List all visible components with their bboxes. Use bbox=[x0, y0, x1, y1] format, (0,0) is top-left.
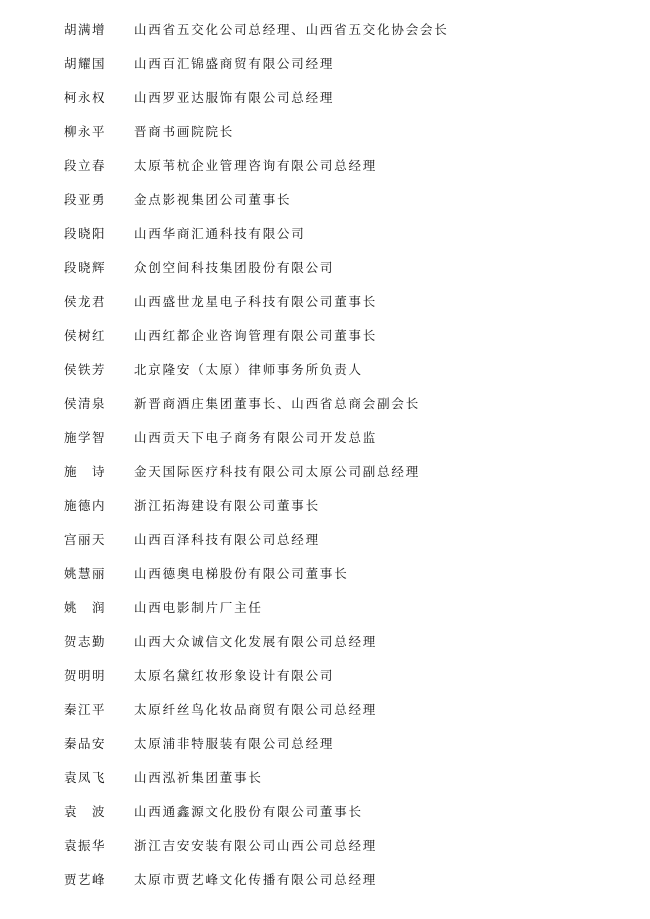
person-name: 侯龙君 bbox=[64, 294, 107, 309]
person-name: 袁 波 bbox=[64, 804, 107, 819]
person-title: 金天国际医疗科技有限公司太原公司副总经理 bbox=[134, 464, 421, 479]
person-title: 北京隆安（太原）律师事务所负责人 bbox=[134, 362, 363, 377]
person-name: 侯树红 bbox=[64, 328, 107, 343]
person-title: 山西贡天下电子商务有限公司开发总监 bbox=[134, 430, 378, 445]
person-title: 山西百汇锦盛商贸有限公司经理 bbox=[134, 56, 335, 71]
list-item bbox=[0, 455, 650, 489]
list-item bbox=[0, 591, 650, 625]
list-item bbox=[0, 795, 650, 829]
list-item bbox=[0, 13, 650, 47]
list-item bbox=[0, 183, 650, 217]
list-item bbox=[0, 727, 650, 761]
person-name: 段立春 bbox=[64, 158, 107, 173]
list-item bbox=[0, 353, 650, 387]
person-title: 山西大众诚信文化发展有限公司总经理 bbox=[134, 634, 378, 649]
person-title: 众创空间科技集团股份有限公司 bbox=[134, 260, 335, 275]
person-name: 袁振华 bbox=[64, 838, 107, 853]
person-title: 太原纤丝鸟化妆品商贸有限公司总经理 bbox=[134, 702, 378, 717]
list-item bbox=[0, 115, 650, 149]
person-title: 山西通鑫源文化股份有限公司董事长 bbox=[134, 804, 363, 819]
person-name: 贺志勤 bbox=[64, 634, 107, 649]
person-name: 段亚勇 bbox=[64, 192, 107, 207]
person-name: 段晓阳 bbox=[64, 226, 107, 241]
list-item bbox=[0, 761, 650, 795]
person-name: 侯铁芳 bbox=[64, 362, 107, 377]
person-title: 金点影视集团公司董事长 bbox=[134, 192, 292, 207]
person-name: 柳永平 bbox=[64, 124, 107, 139]
person-name: 段晓辉 bbox=[64, 260, 107, 275]
person-name: 袁凤飞 bbox=[64, 770, 107, 785]
list-item bbox=[0, 319, 650, 353]
list-item bbox=[0, 47, 650, 81]
list-item bbox=[0, 863, 650, 897]
person-name: 贺明明 bbox=[64, 668, 107, 683]
person-title: 浙江拓海建设有限公司董事长 bbox=[134, 498, 320, 513]
list-item bbox=[0, 489, 650, 523]
person-name: 施学智 bbox=[64, 430, 107, 445]
list-item bbox=[0, 659, 650, 693]
person-name: 姚 润 bbox=[64, 600, 107, 615]
person-title: 太原名黛红妆形象设计有限公司 bbox=[134, 668, 335, 683]
person-title: 晋商书画院院长 bbox=[134, 124, 235, 139]
list-item bbox=[0, 523, 650, 557]
person-name: 贾艺峰 bbox=[64, 872, 107, 887]
person-name: 秦江平 bbox=[64, 702, 107, 717]
person-title: 太原苇杭企业管理咨询有限公司总经理 bbox=[134, 158, 378, 173]
person-name: 姚慧丽 bbox=[64, 566, 107, 581]
person-title: 山西盛世龙星电子科技有限公司董事长 bbox=[134, 294, 378, 309]
person-title: 山西省五交化公司总经理、山西省五交化协会会长 bbox=[134, 22, 449, 37]
list-item bbox=[0, 285, 650, 319]
person-title: 山西德奥电梯股份有限公司董事长 bbox=[134, 566, 349, 581]
list-item bbox=[0, 387, 650, 421]
list-item bbox=[0, 625, 650, 659]
person-name: 秦品安 bbox=[64, 736, 107, 751]
person-name: 胡满增 bbox=[64, 22, 107, 37]
list-item bbox=[0, 251, 650, 285]
person-title: 山西华商汇通科技有限公司 bbox=[134, 226, 306, 241]
list-item bbox=[0, 149, 650, 183]
person-name: 施 诗 bbox=[64, 464, 107, 479]
person-title: 山西红都企业咨询管理有限公司董事长 bbox=[134, 328, 378, 343]
person-title: 太原市贾艺峰文化传播有限公司总经理 bbox=[134, 872, 378, 887]
person-title: 太原浦非特服装有限公司总经理 bbox=[134, 736, 335, 751]
list-item bbox=[0, 421, 650, 455]
list-item bbox=[0, 81, 650, 115]
person-title: 山西百泽科技有限公司总经理 bbox=[134, 532, 320, 547]
person-name: 胡耀国 bbox=[64, 56, 107, 71]
person-title: 山西电影制片厂主任 bbox=[134, 600, 263, 615]
person-title: 山西泓祈集团董事长 bbox=[134, 770, 263, 785]
person-title: 浙江吉安安装有限公司山西公司总经理 bbox=[134, 838, 378, 853]
list-item bbox=[0, 693, 650, 727]
list-item bbox=[0, 829, 650, 863]
person-name: 柯永权 bbox=[64, 90, 107, 105]
person-name: 宫丽天 bbox=[64, 532, 107, 547]
list-item bbox=[0, 557, 650, 591]
member-list bbox=[0, 13, 650, 897]
person-name: 施德内 bbox=[64, 498, 107, 513]
person-name: 侯清泉 bbox=[64, 396, 107, 411]
list-item bbox=[0, 217, 650, 251]
person-title: 山西罗亚达服饰有限公司总经理 bbox=[134, 90, 335, 105]
person-title: 新晋商酒庄集团董事长、山西省总商会副会长 bbox=[134, 396, 421, 411]
